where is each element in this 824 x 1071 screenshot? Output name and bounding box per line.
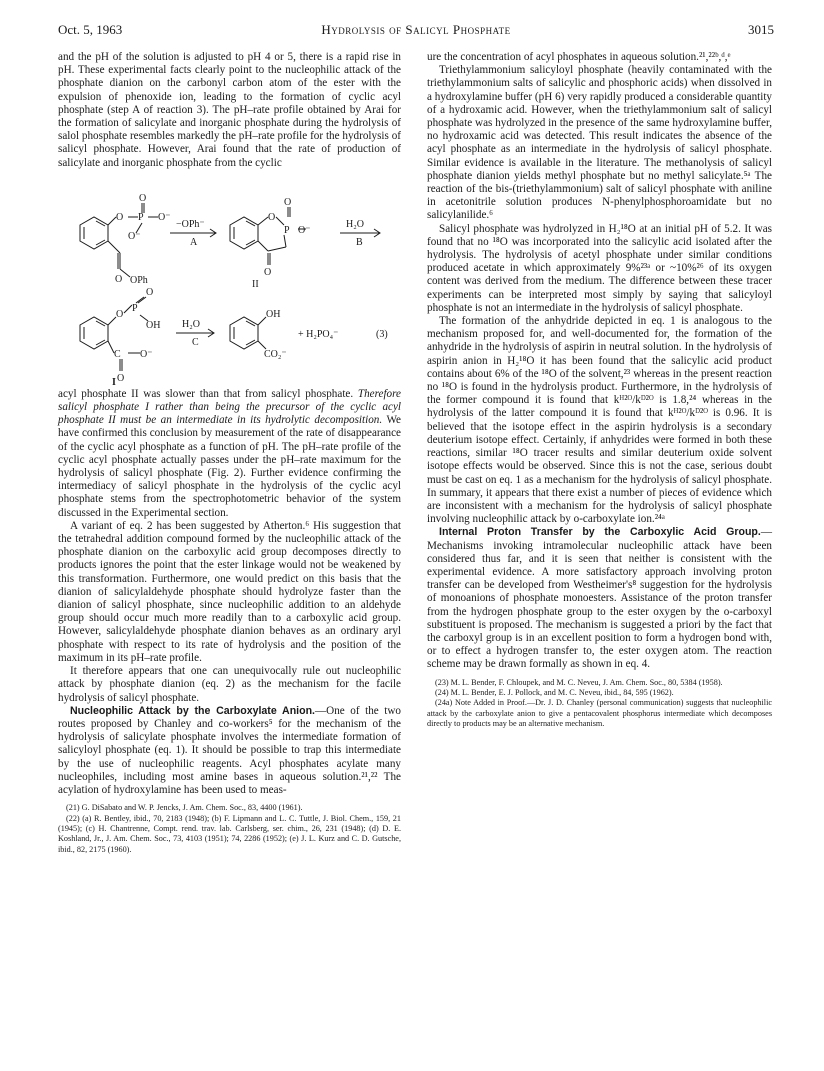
paragraph: A variant of eq. 2 has been suggested by Atherton.⁶ His suggestion that the tetrahedral addition compound formed by the nucleophilic attack of the phosphate dianion on the carboxylic acid group decomposes directly to products ignores the point that the ester linkage would not be weakened by this transformation. Furthermore, one would predict on this basis that the dianion of salicylaldehyde phosphate should hydrolyze faster than the dianion of salicyl phosphate, since nucleophilic addition to an aldehyde group should occur much more readily than to a carboxylic acid group. However, salicylaldehyde phosphate dianion behaves as an ordinary aryl phosphate with respect to its rate of hydrolysis and the position of the maximum in its pH–rate profile.	[58, 519, 401, 664]
reaction-scheme-drawing	[58, 173, 401, 386]
equation-number: (3)	[376, 328, 388, 340]
step-a-label: A	[190, 236, 198, 248]
footnote: (22) (a) R. Bentley, ibid., 70, 2183 (1948); (b) F. Lipmann and L. C. Tuttle, J. Biol. Chem., 159, 21 (1945); (c) H. Chantrenne, Compt. rend. trav. lab. Carlsberg, ser. chim., 26, 231 (1948); (d) D. E. Koshland, Jr., J. Am. Chem. Soc., 73, 4103 (1951); 74, 2286 (1952); (e) J. L. Kurz and C. D. Gutsche, ibid., 82, 2175 (1960).	[58, 813, 401, 854]
footnote: (23) M. L. Bender, F. Chloupek, and M. C. Neveu, J. Am. Chem. Soc., 80, 5384 (1958).	[435, 677, 723, 687]
step-a-reagent: −OPh⁻	[176, 218, 205, 230]
header-title: Hydrolysis of Salicyl Phosphate	[321, 22, 511, 37]
svg-text:O: O	[264, 266, 272, 278]
reaction-scheme	[58, 173, 401, 386]
section-paragraph: Nucleophilic Attack by the Carboxylate Anion.—One of the two routes proposed by Chanley and co-workers⁵ for the mechanism of the hydrolysis of salicylate phosphate involves the intermediate formation of salicyloyl phosphate (eq. 1). It should be possible to trap this intermediate by the use of nucleophilic reagents. Acyl phosphates acylate many nucleophiles, including most amine bases in aqueous solution.²¹,²² The acylation of hydroxylamine has been used to meas-	[58, 704, 401, 796]
footnotes-left	[58, 803, 401, 855]
svg-text:OH: OH	[146, 319, 161, 331]
step-c-reagent: H₂O	[182, 318, 200, 330]
step-c-label: C	[192, 336, 199, 348]
section-paragraph: Internal Proton Transfer by the Carboxylic Acid Group.—Mechanisms invoking intramolecular nucleophilic attack have been considered thus far, and it is seen that neither is consistent with the experimental evidence. A more satisfactory approach involving proton transfer can be developed from Westheimer's⁸ suggestion for the hydrolysis of monoanions of phosphate monoesters. Assistance of the proton transfer from the hydrogen phosphate group to the ester oxygen by the o-carboxyl substituent is proposed. The mechanism is suggested a priori by the fact that the carboxyl group is in an excellent position to form a hydrogen bond with, or to effect a hydrogen transfer to, the ester oxygen atom. The reaction scheme may be drawn formally as shown in eq. 4.	[427, 526, 772, 671]
svg-text:O⁻: O⁻	[298, 224, 311, 236]
product-carboxylate-label: CO₂⁻	[264, 348, 287, 360]
right-column	[427, 51, 772, 730]
svg-text:O⁻: O⁻	[140, 348, 153, 360]
paragraph: acyl phosphate II was slower than that from salicyl phosphate. Therefore salicyl phosphate I rather than being the precursor of the cyclic acyl phosphate II must be an intermediate in its hydrolytic decomposition. We have confirmed this conclusion by measurement of the rate of disappearance of the cyclic acyl phosphate as a function of pH. The pH–rate profile of the cyclic acyl phosphate actually passes under the pH–rate maximum for the hydrolysis of salicyl phosphate (Fig. 2). Further evidence confirming the intermediacy of salicyl phosphate in the hydrolysis of the cyclic acyl phosphate stems from the spectrophotometric behavior of the system discussed in the Experimental section.	[58, 387, 402, 519]
page-header	[58, 22, 774, 38]
product-phosphate-label: + H₂PO₄⁻	[298, 328, 339, 340]
paragraph: The formation of the anhydride depicted in eq. 1 is analogous to the mechanism proposed for, and well-documented for, the formation of the anhydride in the hydrolysis of aspirin in neutral solution. In the hydrolysis of aspirin anion in H₂¹⁸O it has been found that the salicylic acid product contains about 6% of the ¹⁸O of the solvent,²³ whereas in the present reaction no ¹⁸O is found in the hydrolysis product. Furthermore, in the hydrolysis of the former compound it is found that kᴴ²ᴼ/kᴰ²ᴼ is 1.8,²⁴ whereas in the hydrolysis of the latter compound it is found that kᴴ²ᴼ/kᴰ²ᴼ is 0.96. It is believed that the isotope effect in the aspirin hydrolysis is a secondary deuterium isotope effect. Certainly, if anhydrides were formed in both these reactions, similar ¹⁸O tracer results and similar deuterium oxide solvent isotope effects would be observed. Since this is not the case, serious doubt must be cast on eq. 1 as a mechanism for the hydrolysis of salicyl phosphate. In summary, it appears that there exist a number of pieces of evidence which are inconsistent with a mechanism for the hydrolysis of salicyl phosphate involving nucleophilic attack by o-carboxylate ion.²⁴ᵃ	[427, 315, 772, 526]
svg-text:O: O	[146, 286, 154, 298]
paragraph: Triethylammonium salicyloyl phosphate (heavily contaminated with the triethylammonium salts of salicylic and phosphoric acids) when dissolved in a hydroxylamine buffer (pH 6) very rapidly produced a considerable quantity of a hydroxamic acid. However, when the triethylammonium salt of salicyl phosphate was hydrolyzed in the presence of the same hydroxylamine buffer, no hydroxamic acid was detected. This result indicates the absence of the acyl phosphate as an intermediate in the hydrolysis of salicyl phosphate. Similar evidence is available in the literature. The methanolysis of salicyl phosphate dianion yields methyl phosphate but no methyl salicylate.⁵ᵃ The reaction of the bis-(triethylammonium) salt of salicyl phosphate with aniline in acetonitrile solution produces N-phenylphosphoroamidate but no salicylanilide.⁶	[427, 64, 772, 222]
left-column	[58, 51, 401, 855]
svg-text:O⁻: O⁻	[128, 230, 141, 242]
svg-text:P: P	[284, 224, 290, 236]
svg-text:O⁻: O⁻	[158, 211, 171, 223]
product-oh-label: OH	[266, 308, 281, 320]
svg-text:O: O	[115, 273, 123, 285]
paragraph: It therefore appears that one can unequivocally rule out nucleophilic attack by phosphate dianion (eq. 2) as the mechanism for the facile hydrolysis of salicyl phosphate.	[58, 665, 401, 704]
header-page-number: 3015	[748, 22, 774, 37]
svg-text:O: O	[284, 196, 292, 208]
svg-text:O: O	[116, 211, 124, 223]
section-heading: Nucleophilic Attack by the Carboxylate Anion.	[70, 704, 316, 717]
header-date: Oct. 5, 1963	[58, 22, 123, 37]
scheme-oph-label: OPh	[130, 274, 148, 286]
svg-text:O: O	[268, 211, 276, 223]
paragraph: ure the concentration of acyl phosphates in aqueous solution.²¹,²²ᵇ,ᵈ,ᵉ	[427, 51, 731, 63]
italic-conclusion: Therefore salicyl phosphate I rather than being the precursor of the cyclic acyl phosphate II must be an intermediate in its hydrolytic decomposition.	[58, 387, 401, 427]
paragraph: Salicyl phosphate was hydrolyzed in H₂¹⁸O at an initial pH of 5.2. It was found that no ¹⁸O was incorporated into the salicylic acid isolated after the hydrolysis. The hydrolysis of acetyl phosphate under similar conditions produced acetate in which approximately 9%²³ᵃ or ~10%²⁶ of its oxygen content was derived from the medium. The difference between these tracer experiments can be interpreted most simply by saying that salicyloyl phosphate is not an intermediate in the hydrolysis of salicyl phosphate.	[427, 222, 772, 314]
svg-text:O: O	[117, 372, 125, 384]
paragraph: and the pH of the solution is adjusted to pH 4 or 5, there is a rapid rise in pH. These experimental facts clearly point to the nucleophilic attack of the phosphate dianion on the carbonyl carbon atom of the ester with the expulsion of phenoxide ion, leading to the formation of cyclic acyl phosphate (step A of reaction 3). The pH–rate profile obtained by Arai for the formation of salicylate and inorganic phosphate during the hydrolysis of salol phosphate resembles markedly the pH–rate profile for the hydrolysis of salicyl phosphate. However, Arai found that the rate of production of salicylate and inorganic phosphate from the cyclic	[58, 51, 401, 169]
compound-ii-label: II	[252, 278, 259, 290]
footnote: (24) M. L. Bender, E. J. Pollock, and M. C. Neveu, ibid., 84, 595 (1962).	[435, 687, 674, 697]
compound-i-label: I	[112, 376, 116, 386]
svg-text:P: P	[132, 302, 138, 314]
svg-text:C: C	[114, 348, 121, 360]
svg-text:O: O	[116, 308, 124, 320]
step-b-reagent: H₂O	[346, 218, 364, 230]
footnote: (21) G. DiSabato and W. P. Jencks, J. Am. Chem. Soc., 83, 4400 (1961).	[66, 803, 303, 813]
svg-text:P: P	[138, 211, 144, 223]
svg-text:O: O	[139, 192, 147, 204]
footnote: (24a) Note Added in Proof.—Dr. J. D. Chanley (personal communication) suggests that nucleophilic attack by the carboxylate anion to give a pentacovalent phosphorus intermediate which decomposes directly to products may be an alternative mechanism.	[427, 698, 772, 729]
section-heading: Internal Proton Transfer by the Carboxylic Acid Group.	[439, 526, 761, 539]
footnotes-right	[427, 678, 772, 730]
step-b-label: B	[356, 236, 363, 248]
